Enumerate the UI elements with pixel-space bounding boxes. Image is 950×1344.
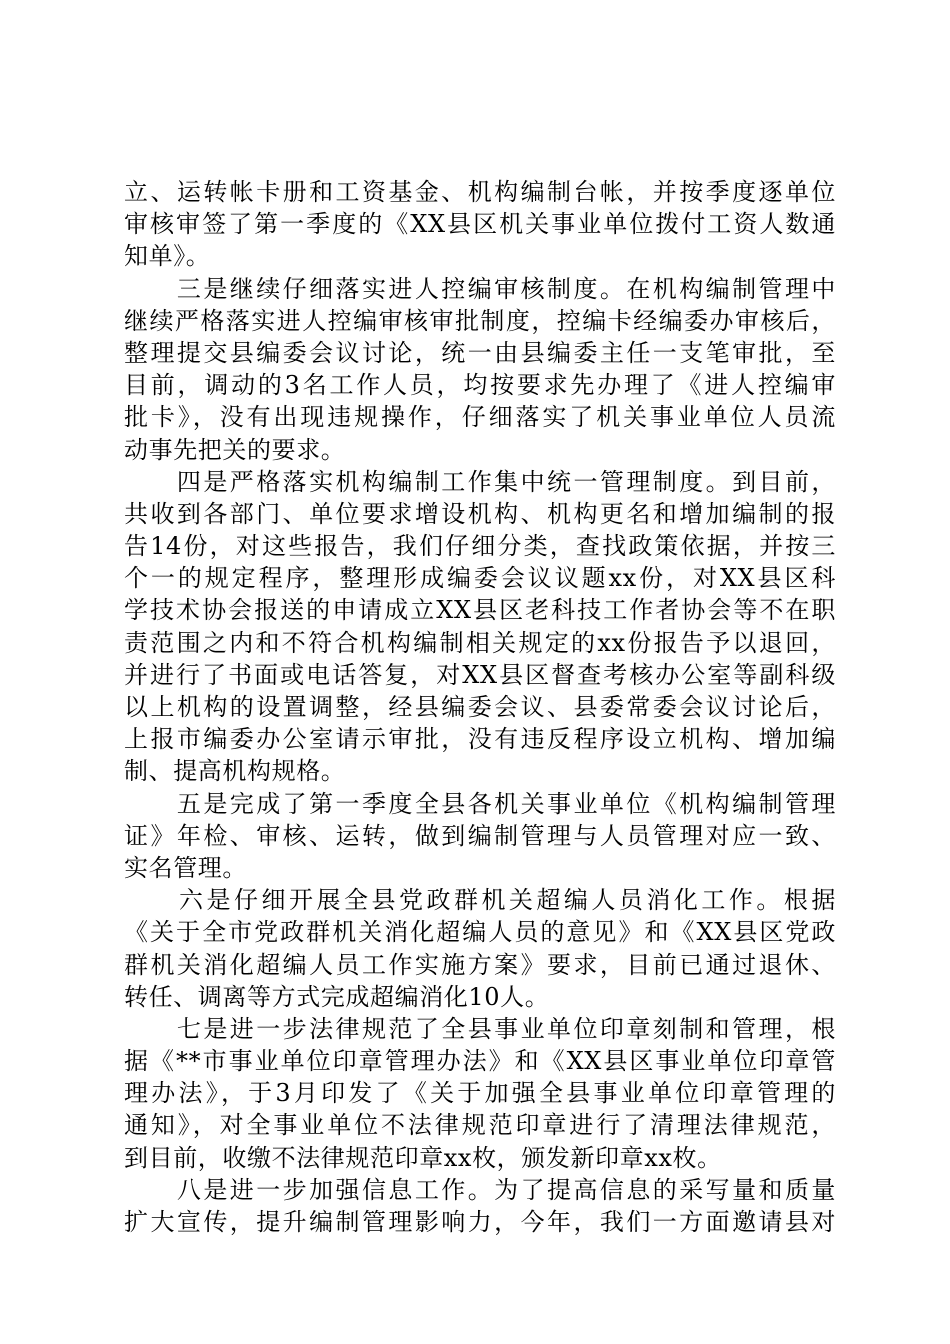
text-line: 转任、调离等方式完成超编消化10人。 xyxy=(124,982,550,1011)
text-line: 学技术协会报送的申请成立XX县区老科技工作者协会等不在职 xyxy=(124,596,836,625)
text-line: 动事先把关的要求。 xyxy=(124,435,346,464)
text-line: 据《**市事业单位印章管理办法》和《XX县区事业单位印章管 xyxy=(124,1047,836,1076)
text-line: 到目前，收缴不法律规范印章xx枚，颁发新印章xx枚。 xyxy=(124,1143,722,1172)
text-line: 八是进一步加强信息工作。为了提高信息的采写量和质量 xyxy=(124,1175,836,1204)
document-body xyxy=(124,176,836,1238)
text-line: 四是严格落实机构编制工作集中统一管理制度。到目前， xyxy=(124,467,836,496)
text-line: 目前，调动的3名工作人员，均按要求先办理了《进人控编审 xyxy=(124,371,836,400)
text-line: 整理提交县编委会议讨论，统一由县编委主任一支笔审批，至 xyxy=(124,338,836,367)
text-line: 继续严格落实进人控编审核审批制度，控编卡经编委办审核后， xyxy=(124,306,836,335)
text-line: 扩大宣传，提升编制管理影响力，今年，我们一方面邀请县对 xyxy=(124,1208,836,1236)
text-line: 立、运转帐卡册和工资基金、机构编制台帐，并按季度逐单位 xyxy=(124,178,836,206)
text-line: 共收到各部门、单位要求增设机构、机构更名和增加编制的报 xyxy=(124,499,836,528)
text-line: 审核审签了第一季度的《XX县区机关事业单位拨付工资人数通 xyxy=(124,210,836,239)
text-line: 群机关消化超编人员工作实施方案》要求，目前已通过退休、 xyxy=(124,950,836,979)
text-line: 三是继续仔细落实进人控编审核制度。在机构编制管理中 xyxy=(124,274,836,303)
text-line: 批卡》，没有出现违规操作，仔细落实了机关事业单位人员流 xyxy=(124,403,836,432)
text-line: 责范围之内和不符合机构编制相关规定的xx份报告予以退回， xyxy=(124,628,836,657)
text-line: 理办法》，于3月印发了《关于加强全县事业单位印章管理的 xyxy=(124,1079,836,1108)
text-line: 并进行了书面或电话答复，对XX县区督查考核办公室等副科级 xyxy=(124,660,836,689)
text-line: 个一的规定程序，整理形成编委会议议题xx份，对XX县区科 xyxy=(124,564,836,593)
text-line: 七是进一步法律规范了全县事业单位印章刻制和管理，根 xyxy=(124,1014,836,1043)
text-line: 上报市编委办公室请示审批，没有违反程序设立机构、增加编 xyxy=(124,725,836,754)
text-line: 通知》，对全事业单位不法律规范印章进行了清理法律规范， xyxy=(124,1111,836,1140)
text-line: 知单》。 xyxy=(124,242,211,271)
text-line: 六是仔细开展全县党政群机关超编人员消化工作。根据 xyxy=(124,886,836,915)
text-line: 五是完成了第一季度全县各机关事业单位《机构编制管理 xyxy=(124,789,836,818)
text-line: 以上机构的设置调整，经县编委会议、县委常委会议讨论后， xyxy=(124,693,836,721)
text-line: 《关于全市党政群机关消化超编人员的意见》和《XX县区党政 xyxy=(124,918,836,947)
text-line: 实名管理。 xyxy=(124,853,247,882)
text-line: 证》年检、审核、运转，做到编制管理与人员管理对应一致、 xyxy=(124,821,836,850)
text-line: 制、提高机构规格。 xyxy=(124,757,346,786)
text-line: 告14份，对这些报告，我们仔细分类，查找政策依据，并按三 xyxy=(124,532,836,561)
